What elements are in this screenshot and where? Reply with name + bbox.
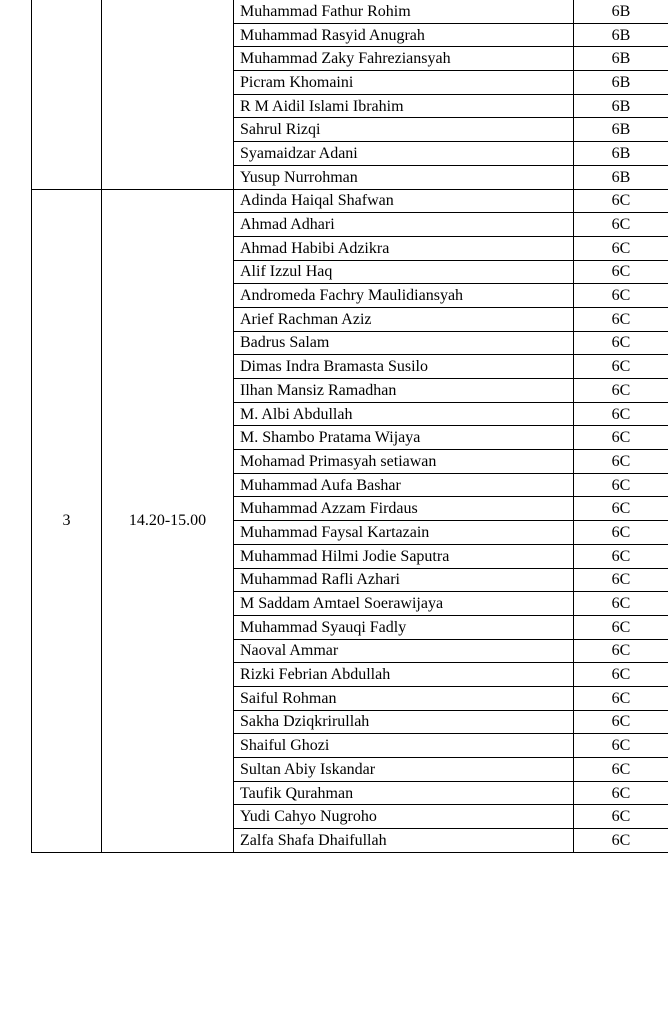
student-class: 6C xyxy=(574,379,668,403)
student-class: 6C xyxy=(574,189,668,213)
student-name: Yusup Nurrohman xyxy=(234,165,574,189)
schedule-table-body xyxy=(32,0,668,852)
student-name: Ilhan Mansiz Ramadhan xyxy=(234,379,574,403)
student-name: Zalfa Shafa Dhaifullah xyxy=(234,829,574,853)
student-name: Dimas Indra Bramasta Susilo xyxy=(234,355,574,379)
student-class: 6C xyxy=(574,284,668,308)
table-row xyxy=(32,189,668,213)
student-class: 6C xyxy=(574,213,668,237)
student-class: 6C xyxy=(574,260,668,284)
student-name: M Saddam Amtael Soerawijaya xyxy=(234,592,574,616)
student-class: 6C xyxy=(574,592,668,616)
student-name: Sakha Dziqkrirullah xyxy=(234,710,574,734)
student-class: 6B xyxy=(574,94,668,118)
student-name: Ahmad Adhari xyxy=(234,213,574,237)
schedule-table xyxy=(31,0,668,853)
student-name: Muhammad Aufa Bashar xyxy=(234,473,574,497)
student-class: 6B xyxy=(574,118,668,142)
student-class: 6C xyxy=(574,734,668,758)
student-name: Muhammad Faysal Kartazain xyxy=(234,521,574,545)
student-class: 6C xyxy=(574,497,668,521)
student-class: 6C xyxy=(574,686,668,710)
student-name: Saiful Rohman xyxy=(234,686,574,710)
student-name: Andromeda Fachry Maulidiansyah xyxy=(234,284,574,308)
student-name: Muhammad Zaky Fahreziansyah xyxy=(234,47,574,71)
student-name: Sultan Abiy Iskandar xyxy=(234,758,574,782)
student-name: Badrus Salam xyxy=(234,331,574,355)
student-class: 6C xyxy=(574,568,668,592)
student-class: 6C xyxy=(574,758,668,782)
student-class: 6C xyxy=(574,639,668,663)
student-name: Arief Rachman Aziz xyxy=(234,307,574,331)
student-name: Adinda Haiqal Shafwan xyxy=(234,189,574,213)
student-name: Sahrul Rizqi xyxy=(234,118,574,142)
student-class: 6C xyxy=(574,663,668,687)
student-class: 6C xyxy=(574,307,668,331)
group-b-time-cell xyxy=(102,0,234,189)
student-name: Yudi Cahyo Nugroho xyxy=(234,805,574,829)
student-class: 6C xyxy=(574,355,668,379)
student-class: 6C xyxy=(574,426,668,450)
student-name: Taufik Qurahman xyxy=(234,781,574,805)
student-class: 6C xyxy=(574,829,668,853)
session-time: 14.20-15.00 xyxy=(102,189,234,852)
session-number: 3 xyxy=(32,189,102,852)
student-class: 6C xyxy=(574,450,668,474)
student-name: Muhammad Fathur Rohim xyxy=(234,0,574,23)
student-name: Muhammad Syauqi Fadly xyxy=(234,615,574,639)
student-name: Ahmad Habibi Adzikra xyxy=(234,236,574,260)
student-name: Mohamad Primasyah setiawan xyxy=(234,450,574,474)
student-name: Naoval Ammar xyxy=(234,639,574,663)
student-name: M. Shambo Pratama Wijaya xyxy=(234,426,574,450)
student-class: 6B xyxy=(574,47,668,71)
student-name: Muhammad Hilmi Jodie Saputra xyxy=(234,544,574,568)
student-class: 6C xyxy=(574,710,668,734)
group-b-number-cell xyxy=(32,0,102,189)
student-class: 6C xyxy=(574,473,668,497)
student-name: Muhammad Rafli Azhari xyxy=(234,568,574,592)
student-class: 6B xyxy=(574,71,668,95)
table-row xyxy=(32,0,668,23)
student-name: Picram Khomaini xyxy=(234,71,574,95)
student-class: 6C xyxy=(574,521,668,545)
student-name: Muhammad Azzam Firdaus xyxy=(234,497,574,521)
student-name: Syamaidzar Adani xyxy=(234,142,574,166)
student-name: Shaiful Ghozi xyxy=(234,734,574,758)
student-name: M. Albi Abdullah xyxy=(234,402,574,426)
student-name: Alif Izzul Haq xyxy=(234,260,574,284)
student-class: 6B xyxy=(574,23,668,47)
student-class: 6C xyxy=(574,781,668,805)
student-class: 6C xyxy=(574,331,668,355)
student-name: R M Aidil Islami Ibrahim xyxy=(234,94,574,118)
student-class: 6C xyxy=(574,615,668,639)
student-class: 6B xyxy=(574,142,668,166)
student-name: Rizki Febrian Abdullah xyxy=(234,663,574,687)
student-class: 6B xyxy=(574,0,668,23)
student-class: 6C xyxy=(574,544,668,568)
student-class: 6C xyxy=(574,805,668,829)
student-class: 6C xyxy=(574,236,668,260)
student-class: 6B xyxy=(574,165,668,189)
student-class: 6C xyxy=(574,402,668,426)
student-name: Muhammad Rasyid Anugrah xyxy=(234,23,574,47)
